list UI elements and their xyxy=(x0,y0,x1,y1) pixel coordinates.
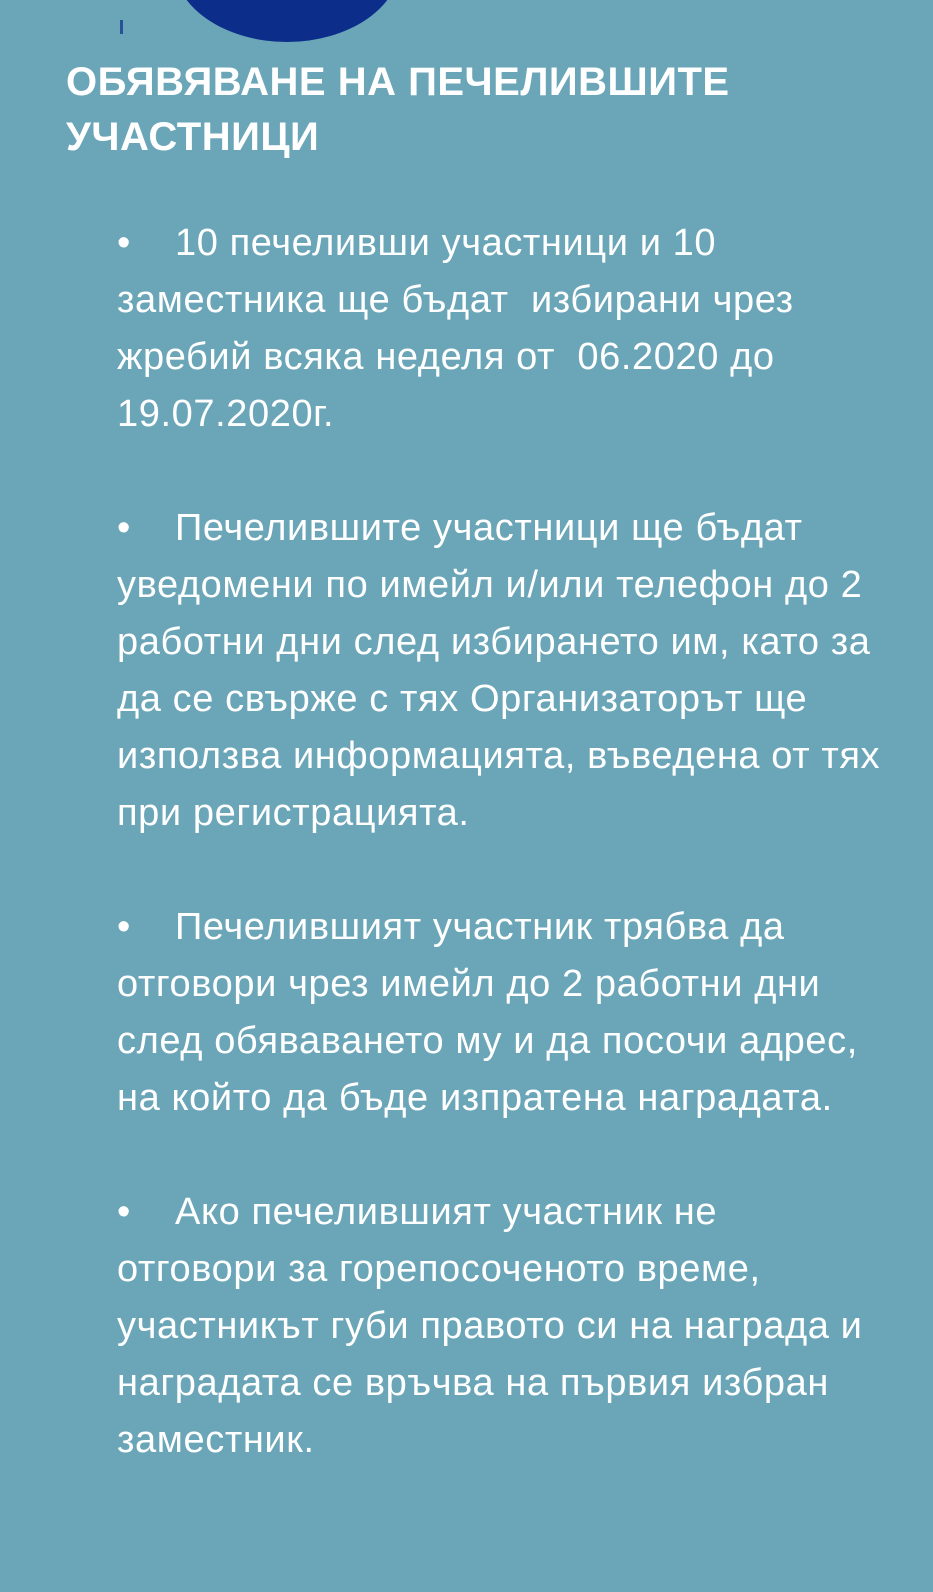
page-title: ОБЯВЯВАНЕ НА ПЕЧЕЛИВШИТЕ УЧАСТНИЦИ xyxy=(66,60,730,159)
list-item-text: Ако печелившият участник не отговори за горепосоченото време, участникът губи правото си на награда и наградата се връчва на първия избран заместник. xyxy=(117,1191,874,1461)
list-item xyxy=(117,215,887,443)
list-item-text: Печелившият участник трябва да отговори чрез имейл до 2 работни дни след обяваването му и да посочи адрес, на който да бъде изпратена наградата. xyxy=(117,906,870,1119)
bullet-icon: • xyxy=(117,222,131,264)
list-item xyxy=(117,899,887,1127)
bullet-icon: • xyxy=(117,1191,131,1233)
top-decorative-mark xyxy=(120,20,123,34)
bullet-icon: • xyxy=(117,507,131,549)
list-item-text: Печелившите участници ще бъдат уведомени по имейл и/или телефон до 2 работни дни след избирането им, като за да се свърже с тях Организаторът ще използва информацията, въведена от тях при регистрацията. xyxy=(117,507,892,834)
bullet-icon: • xyxy=(117,906,131,948)
list-item xyxy=(117,500,892,842)
list-item xyxy=(117,1184,887,1469)
rules-list xyxy=(117,215,892,1526)
list-item-text: 10 печеливши участници и 10 заместника ще бъдат избирани чрез жребий всяка неделя от 06.2020 до 19.07.2020г. xyxy=(117,222,805,435)
top-decorative-shape xyxy=(173,0,401,42)
